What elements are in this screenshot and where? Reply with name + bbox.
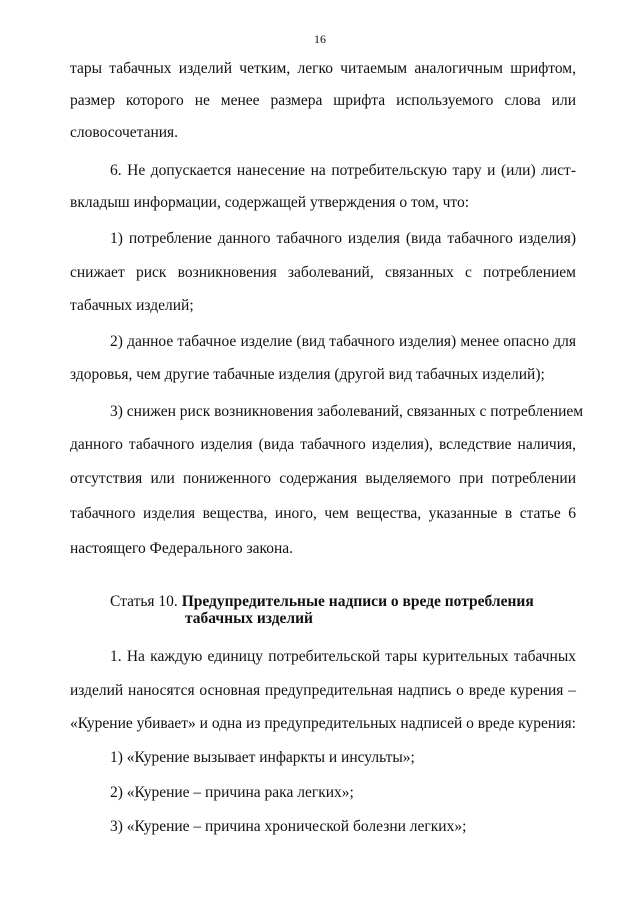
text-line: 6. Не допускается нанесение на потребительскую тару и (или) лист- xyxy=(110,162,576,179)
list-item: 2) «Курение – причина рака легких»; xyxy=(110,784,354,801)
text-line: данного табачного изделия (вида табачного изделия), вследствие наличия, xyxy=(70,436,576,453)
text-line: табачных изделий; xyxy=(70,297,194,314)
article-title-line1: Предупредительные надписи о вреде потребления xyxy=(181,593,534,610)
text-line: тары табачных изделий четким, легко читаемым аналогичным шрифтом, xyxy=(70,60,576,77)
text-line: размер которого не менее размера шрифта используемого слова или xyxy=(70,92,576,109)
text-line: настоящего Федерального закона. xyxy=(70,540,294,557)
text-line: словосочетания. xyxy=(70,124,179,141)
text-line: «Курение убивает» и одна из предупредительных надписей о вреде курения: xyxy=(70,715,576,732)
article-heading xyxy=(110,593,534,611)
text-line: здоровья, чем другие табачные изделия (другой вид табачных изделий); xyxy=(70,366,545,383)
text-line: 1) потребление данного табачного изделия (вида табачного изделия) xyxy=(110,230,576,247)
article-title-line2: табачных изделий xyxy=(185,610,313,627)
list-item: 1) «Курение вызывает инфаркты и инсульты»; xyxy=(110,749,415,766)
article-label: Статья 10. xyxy=(110,593,178,610)
page-number: 16 xyxy=(314,32,326,46)
text-line: вкладыш информации, содержащей утверждения о том, что: xyxy=(70,194,470,211)
text-line: 3) снижен риск возникновения заболеваний, связанных с потреблением xyxy=(110,403,584,420)
list-item: 3) «Курение – причина хронической болезни легких»; xyxy=(110,818,467,835)
text-line: изделий наносятся основная предупредительная надпись о вреде курения – xyxy=(70,682,576,699)
text-line: снижает риск возникновения заболеваний, связанных с потреблением xyxy=(70,264,576,281)
text-line: табачного изделия вещества, иного, чем вещества, указанные в статье 6 xyxy=(70,505,576,522)
text-line: отсутствия или пониженного содержания выделяемого при потреблении xyxy=(70,470,576,487)
text-line: 2) данное табачное изделие (вид табачного изделия) менее опасно для xyxy=(110,333,576,350)
text-line: 1. На каждую единицу потребительской тары курительных табачных xyxy=(110,648,576,665)
